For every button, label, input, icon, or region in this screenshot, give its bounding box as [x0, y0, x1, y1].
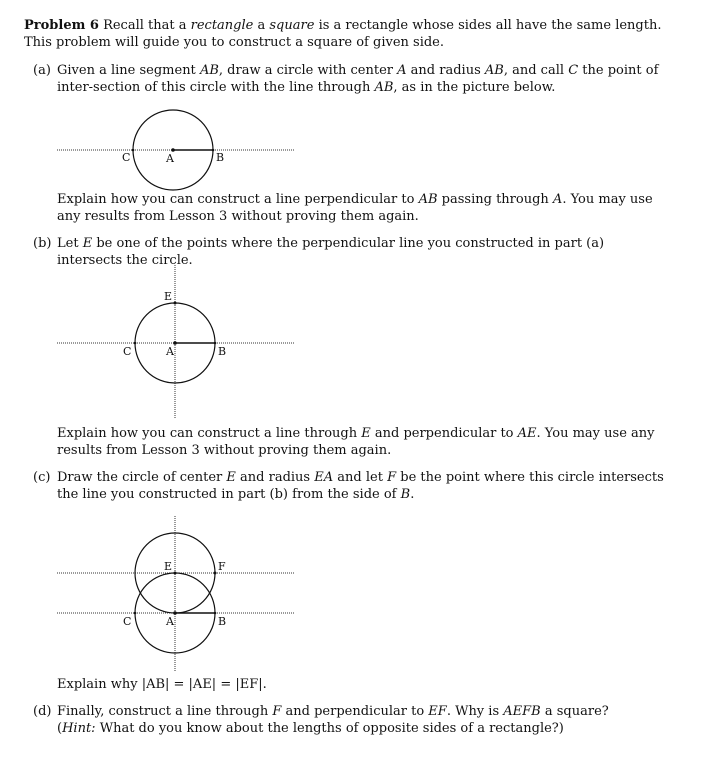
point-b [214, 612, 217, 615]
rectangle-term: rectangle [190, 18, 254, 33]
label-a: A [166, 345, 174, 358]
problem-intro-text: is a rectangle whose sides all have the same length. This problem will guide you to construct a square of given side. [24, 18, 662, 50]
part-b-label: (b) [33, 236, 52, 251]
part-d-text: Finally, construct a line through F and perpendicular to EF. Why is AEFB a square? (Hint: What do you know about the lengths of opposite sides of a rectangle?) [57, 704, 609, 736]
label-a: A [166, 152, 174, 165]
part-b-text: Let E be one of the points where the perpendicular line you constructed in part (a) intersects the circle. [57, 236, 605, 268]
part-a-text: Given a line segment AB, draw a circle with center A and radius AB, and call C the point of inter-section of this circle with the line through AB, as in the picture below. [57, 63, 659, 95]
label-a: A [166, 615, 174, 628]
hint-label: Hint: [62, 721, 96, 736]
part-a-label: (a) [33, 63, 51, 78]
part-c-label: (c) [33, 470, 51, 485]
part-c-explain: Explain why |AB| = |AE| = |EF|. [57, 677, 267, 692]
label-f: F [218, 560, 226, 573]
label-b: B [218, 345, 227, 358]
part-d [33, 703, 673, 737]
label-e: E [164, 290, 173, 303]
label-c: C [122, 151, 131, 164]
point-e [174, 572, 177, 575]
problem-intro-text: a [257, 18, 266, 33]
part-c-text: Draw the circle of center E and radius EA and let F be the point where this circle intersects the line you constructed in part (b) from the side of B. [57, 470, 664, 502]
part-b-explain: Explain how you can construct a line through E and perpendicular to AE. You may use any results from Lesson 3 without proving them again. [57, 426, 655, 458]
label-b: B [218, 615, 227, 628]
hint-text: What do you know about the lengths of opposite sides of a rectangle?) [99, 721, 564, 736]
problem-intro-text: Recall that a [103, 18, 187, 33]
part-d-label: (d) [33, 704, 52, 719]
label-c: C [123, 615, 132, 628]
point-f [214, 572, 217, 575]
problem-number: Problem 6 [24, 18, 99, 33]
point-c [134, 612, 137, 615]
label-c: C [123, 345, 132, 358]
part-a-explain: Explain how you can construct a line perpendicular to AB passing through A. You may use any results from Lesson 3 without proving them again. [57, 192, 653, 224]
square-term: square [269, 18, 315, 33]
label-e: E [164, 560, 173, 573]
label-b: B [216, 151, 225, 164]
